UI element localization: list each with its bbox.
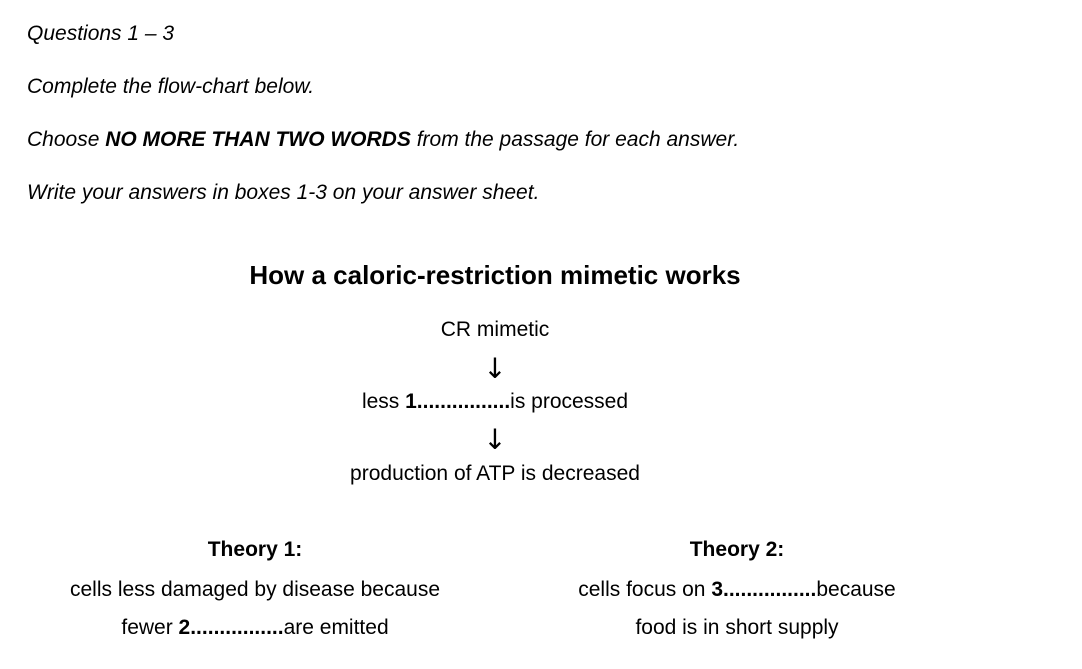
theory-heading: Theory 1: xyxy=(207,538,303,561)
answer-gap-1: 1................ xyxy=(405,390,511,413)
theory-line xyxy=(477,579,997,600)
answer-gap-2: 2................ xyxy=(178,616,284,639)
theory-line xyxy=(0,617,515,638)
theory-line: food is in short supply xyxy=(635,616,839,639)
flow-step-2 xyxy=(0,391,990,412)
choose-instruction xyxy=(27,129,739,150)
down-arrow-icon: ↓ xyxy=(483,352,507,385)
choose-suffix: from the passage for each answer. xyxy=(410,128,740,151)
choose-prefix: Choose xyxy=(27,128,106,151)
theory1-prefix: fewer xyxy=(121,616,179,639)
step2-prefix: less xyxy=(361,390,406,413)
questions-label: Questions 1 – 3 xyxy=(27,22,175,45)
word-limit: NO MORE THAN TWO WORDS xyxy=(105,128,411,151)
theory-line: cells less damaged by disease because xyxy=(69,578,441,601)
theory1-suffix: are emitted xyxy=(283,616,389,639)
step2-suffix: is processed xyxy=(510,390,629,413)
theory2-suffix: because xyxy=(816,578,896,601)
theory-heading: Theory 2: xyxy=(689,538,785,561)
down-arrow-icon: ↓ xyxy=(483,423,507,456)
answer-gap-3: 3................ xyxy=(711,578,817,601)
flow-step-1: CR mimetic xyxy=(440,318,550,341)
complete-instruction: Complete the flow-chart below. xyxy=(27,75,315,98)
theory2-prefix: cells focus on xyxy=(578,578,712,601)
flowchart-title: How a caloric-restriction mimetic works xyxy=(249,260,741,290)
flow-step-3: production of ATP is decreased xyxy=(350,462,640,485)
write-instruction: Write your answers in boxes 1-3 on your answer sheet. xyxy=(27,181,540,204)
